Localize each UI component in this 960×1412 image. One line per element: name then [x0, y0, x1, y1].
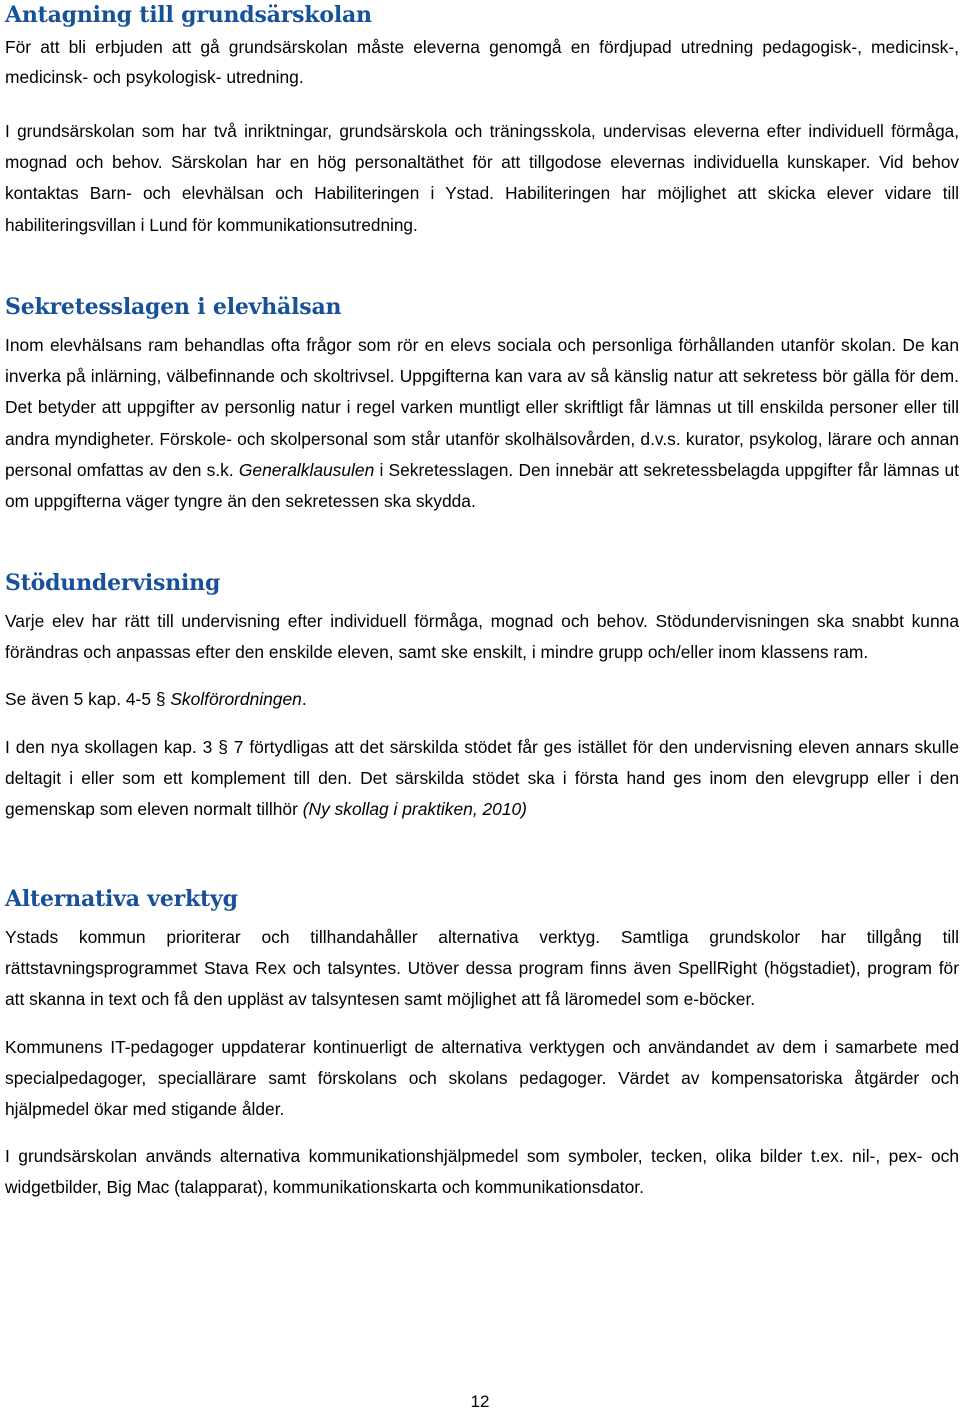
page-number: 12 [470, 1392, 490, 1411]
section-stodundervisning [5, 568, 959, 825]
paragraph-text: . [301, 689, 307, 710]
paragraph-text: I den nya skollagen kap. 3 § 7 förtydligas att det särskilda stödet får ges istället för den undervisning eleven annars skulle deltagit i eller som ett komplement till den. Det särskilda stödet ska i första hand ges inom den elevgrupp eller i den gemenskap som eleven normalt tillhör [5, 736, 959, 820]
paragraph [5, 330, 959, 517]
paragraph-text: i Sekretesslagen. Den innebär att sekretessbelagda uppgifter får lämnas ut om uppgifterna väger tyngre än den sekretessen ska skydda. [5, 459, 960, 512]
section-heading: Antagning till grundsärskolan [5, 2, 372, 28]
paragraph [5, 684, 959, 715]
paragraph: Varje elev har rätt till undervisning efter individuell förmåga, mognad och behov. Stödundervisningen ska snabbt kunna förändras och anpassas efter den enskilde eleven, samt ske enskilt, i mindre grupp och/eller inom klassens ram. [5, 611, 959, 663]
paragraph: I grundsärskolan används alternativa kommunikationshjälpmedel som symboler, tecken, olika bilder t.ex. nil-, pex- och widgetbilder, Big Mac (talapparat), kommunikationskarta och kommunikationsdator. [5, 1146, 959, 1198]
paragraph: För att bli erbjuden att gå grundsärskolan måste eleverna genomgå en fördjupad utredning pedagogisk-, medicinsk-, medicinsk- och psykologisk- utredning. [5, 37, 959, 87]
paragraph: Ystads kommun prioriterar och tillhandahåller alternativa verktyg. Samtliga grundskolor har tillgång till rättstavningsprogrammet Stava Rex och talsyntes. Utöver dessa program finns även SpellRight (högstadiet), program för att skanna in text och få den uppläst av talsyntesen samt möjlighet att få läromedel som e-böcker. [5, 927, 959, 1010]
paragraph-text: Se även 5 kap. 4-5 § [5, 689, 171, 710]
citation: (Ny skollag i praktiken, 2010) [302, 799, 527, 820]
paragraph: Kommunens IT-pedagoger uppdaterar kontinuerligt de alternativa verktygen och användandet av dem i samarbete med specialpedagoger, speciallärare samt förskolans och skolans pedagoger. Värdet av kompensatoriska åtgärder och hjälpmedel ökar med stigande ålder. [5, 1036, 959, 1120]
law-reference: Generalklausulen [238, 459, 375, 480]
paragraph: I grundsärskolan som har två inriktningar, grundsärskola och träningsskola, undervisas eleverna efter individuell förmåga, mognad och behov. Särskolan har en hög personaltäthet för att tillgodose elevernas individuella kunskaper. Vid behov kontaktas Barn- och elevhälsan och Habiliteringen i Ystad. Habiliteringen har möjlighet att skicka elever vidare till habiliteringsvillan i Lund för kommunikationsutredning. [5, 121, 959, 235]
section-sekretesslagen [5, 292, 959, 517]
paragraph-text: Inom elevhälsans ram behandlas ofta frågor som rör en elevs sociala och personliga förhållanden utanför skolan. De kan inverka på inlärning, välbefinnande och skoltrivsel. Uppgifterna kan vara av så känslig natur att sekretess bör gälla för dem. Det betyder att uppgifter av personlig natur i regel varken muntligt eller skriftligt får lämnas ut till enskilda personer eller till andra myndigheter. Förskole- och skolpersonal som står utanför skolhälsovården, d.v.s. kurator, psykolog, lärare och annan personal omfattas av den s.k. [5, 335, 959, 480]
paragraph [5, 732, 959, 826]
section-heading: Sekretesslagen i elevhälsan [5, 294, 342, 320]
section-alternativa-verktyg [5, 884, 959, 1204]
section-antagning [5, 0, 959, 241]
law-reference: Skolförordningen [170, 689, 302, 710]
section-heading: Stödundervisning [5, 570, 221, 596]
section-heading: Alternativa verktyg [5, 886, 238, 912]
